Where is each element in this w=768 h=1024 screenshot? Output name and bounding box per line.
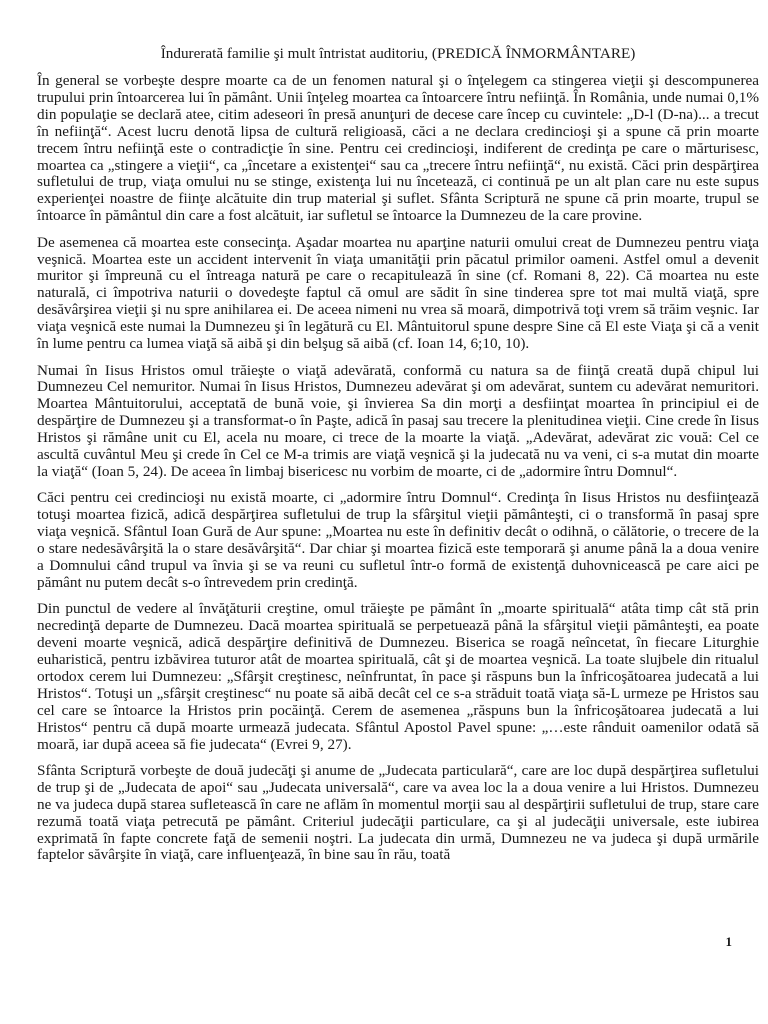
paragraph-1: În general se vorbeşte despre moarte ca de un fenomen natural şi o înţelegem ca stingerea vieţii şi descompunerea trupului prin întoarcerea lui în pământ. Unii înţeleg moartea ca întoarcere întru nefiinţă. În România, unde numai 0,1% din populaţie se declară atee, citim adeseori în presă anunţuri de decese care încep cu cuvintele: „D-l (D-na)... a trecut în nefiinţă“. Acest lucru denotă lipsa de cultură religioasă, căci a ne declara credincioşi şi a spune că prin moarte trecem întru nefiinţă este o contradicţie în sine. Pentru cei credincioşi, indiferent de credinţa pe care o mărturisesc, moartea ca „stingere a vieţii“, ca „încetare a existenţei“ sau ca „trecere întru nefiinţă“, nu există. Căci prin despărţirea sufletului de trup, viaţa omului nu se stinge, existenţa lui nu încetează, ci continuă pe un alt plan care nu este supus experienţei noastre de fiinţe alcătuite din trup material şi suflet. Sfânta Scriptură ne spune că prin moarte, trupul se întoarce în pământul din care a fost alcătuit, iar sufletul se întoarce la Dumnezeu de la care provine. [37,72,759,225]
paragraph-3: Numai în Iisus Hristos omul trăieşte o viaţă adevărată, conformă cu natura sa de fiinţă creată după chipul lui Dumnezeu Cel nemuritor. Numai în Iisus Hristos, Dumnezeu adevărat şi om adevărat, suntem cu adevărat nemuritori. Moartea Mântuitorului, acceptată de bună voie, şi învierea Sa din morţi a desfiinţat moartea în principiul ei de despărţire de Dumnezeu şi a transformat-o în Paşte, adică în pasaj sau trecere la plenitudinea vieţii. Cine crede în Iisus Hristos şi rămâne unit cu El, acela nu moare, ci trece de la moarte la viaţă. „Adevărat, adevărat zic vouă: Cel ce ascultă cuvântul Meu şi crede în Cel ce M-a trimis are viaţă veşnică şi la judecată nu va veni, ci s-a mutat din moarte la viaţă“ (Ioan 5, 24). De aceea în limbaj bisericesc nu vorbim de moarte, ci de „adormire întru Domnul“. [37,361,759,480]
page-number: 1 [725,934,732,949]
paragraph-4: Căci pentru cei credincioşi nu există moarte, ci „adormire întru Domnul“. Credinţa în Iisus Hristos nu desfiinţează totuşi moartea fizică, adică despărţirea sufletului de trup la sfârşitul vieţii pământeşti, ci o transformă în pasaj spre viaţa veşnică. Sfântul Ioan Gură de Aur spune: „Moartea nu este în definitiv decât o odihnă, o călătorie, o trecere de la o stare nedesăvârşită la o stare desăvârşită“. Dar chiar şi moartea fizică este temporară şi anume până la a doua venire a Domnului când trupul va învia şi se va reuni cu sufletul într-o formă de existenţă duhovnicească pe care aici pe pământ nu putem decât s-o întrevedem prin credinţă. [37,489,759,591]
paragraph-6: Sfânta Scriptură vorbeşte de două judecăţi şi anume de „Judecata particulară“, care are loc după despărţirea sufletului de trup şi de „Judecata de apoi“ sau „Judecata universală“, care va avea loc la a doua venire a lui Hristos. Dumnezeu ne va judeca după starea sufletească în care ne aflăm în momentul morţii sau al despărţirii sufletului de trup, stare care rezumă toată viaţa petrecută pe pământ. Criteriul judecăţii particulare, ca şi al judecăţii universale, este iubirea exprimată în fapte concrete faţă de semenii noştri. La judecata din urmă, Dumnezeu ne va judeca şi după urmările faptelor săvârşite în viaţă, care influenţează, în bine sau în rău, toată [37,761,759,864]
paragraph-5: Din punctul de vedere al învăţăturii creştine, omul trăieşte pe pământ în „moarte spirituală“ atâta timp cât stă prin necredinţă departe de Dumnezeu. Dacă moartea spirituală se perpetuează până la sfârşitul vieţii pământeşti, ea poate deveni moarte veşnică, adică despărţire definitivă de Dumnezeu. Biserica se roagă neîncetat, în fiecare Liturghie euharistică, pentru izbăvirea tuturor atât de moartea spirituală, cât şi de moartea veşnică. La toate slujbele din ritualul ortodox cerem lui Dumnezeu: „Sfârşit creştinesc, neînfruntat, în pace şi răspuns bun la înfricoşătoarea judecată a lui Hristos“. Totuşi un „sfârşit creştinesc“ nu poate să aibă decât cel ce s-a străduit toată viaţa să-L urmeze pe Hristos sau cel care se întoarce la Hristos prin pocăinţă. Cerem de asemenea „răspuns bun la înfricoşătoarea judecată a lui Hristos“ pentru că după moarte urmează judecata. Sfântul Apostol Pavel spune: „…este rânduit oamenilor odată să moară, iar după aceea să fie judecata“ (Evrei 9, 27). [37,600,759,753]
document-title: Îndurerată familie şi mult întristat auditoriu, (PREDICĂ ÎNMORMÂNTARE) [160,45,636,62]
document-body [37,44,759,864]
paragraph-2: De asemenea că moartea este consecinţa. Aşadar moartea nu aparţine naturii omului creat de Dumnezeu pentru viaţa veşnică. Moartea este un accident intervenit în viaţa umanităţii prin păcatul primilor oameni. Astfel omul a devenit muritor şi împreună cu el întreaga natură pe care o recapitulează în sine (cf. Romani 8, 22). Că moartea nu este naturală, ci împotriva naturii o dovedeşte faptul că omul are sădit în sine tinderea spre tot mai multă viaţă, spre desăvârşirea vieţii şi nu spre anihilarea ei. De aceea nimeni nu vrea să moară, dimpotrivă toţi vrem să trăim veşnic. Iar viaţa veşnică este numai la Dumnezeu şi în legătură cu El. Mântuitorul spune despre Sine că El este Viaţa şi că a venit în lume pentru ca lumea viaţă să aibă şi din belşug să aibă (cf. Ioan 14, 6;10, 10). [37,233,759,353]
